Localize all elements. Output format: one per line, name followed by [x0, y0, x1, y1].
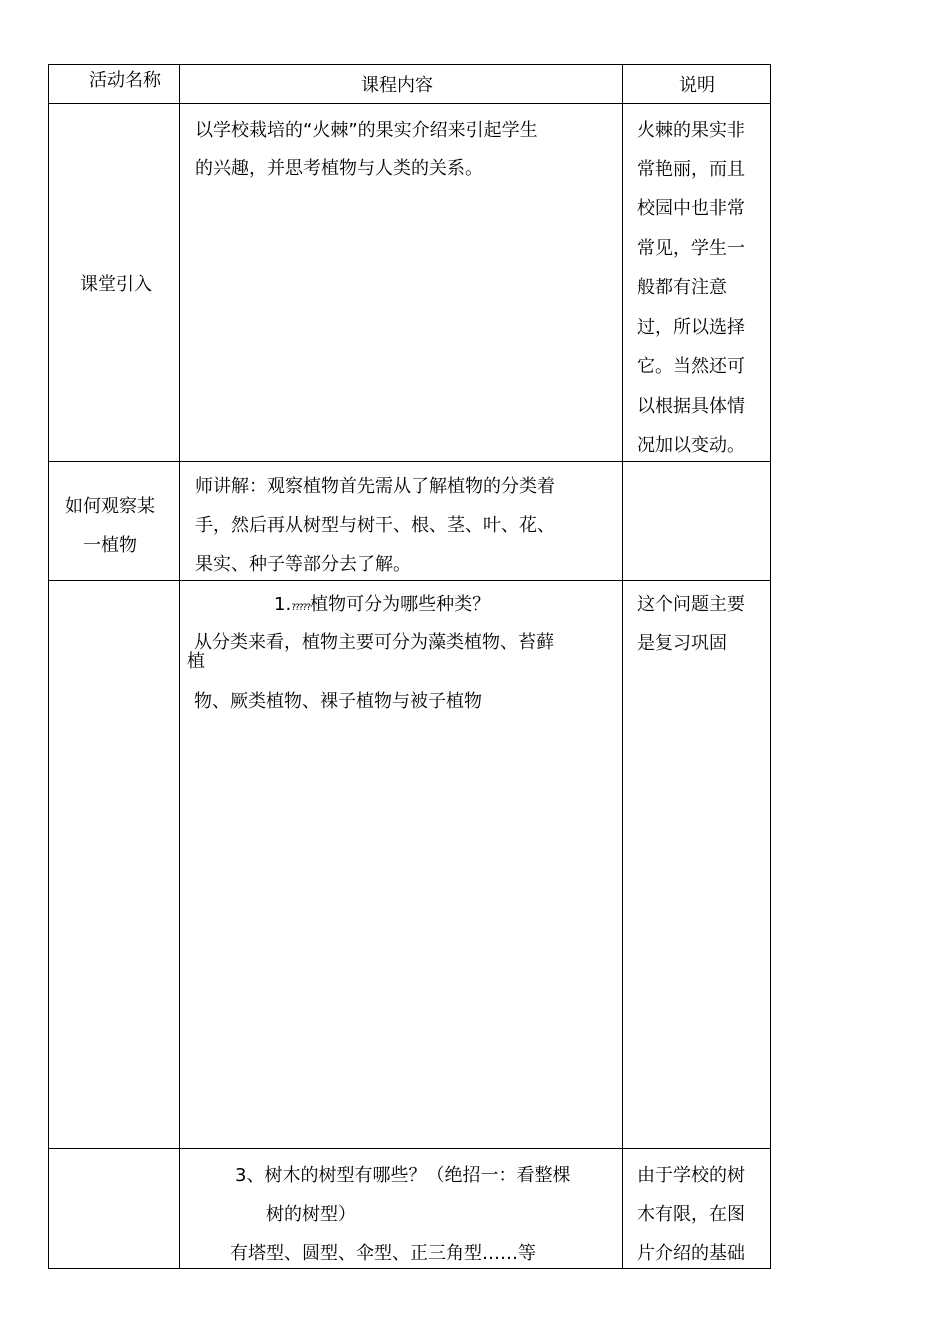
- activity-name-cell: [49, 104, 180, 461]
- note-line: 火棘的果实非: [637, 120, 745, 141]
- note-line: 是复习巩固: [637, 633, 727, 654]
- header-cell-content: [180, 65, 623, 103]
- note-line: 过，所以选择: [637, 317, 745, 338]
- activity-name: 课堂引入: [80, 274, 152, 295]
- content-line: 3、树木的树型有哪些？（绝招一：看整棵: [235, 1165, 571, 1186]
- header-course-content: 课程内容: [361, 75, 433, 96]
- note-line: 常艳丽，而且: [637, 159, 745, 180]
- content-line: 物、厥类植物、裸子植物与被子植物: [194, 691, 482, 712]
- note-line: 片介绍的基础: [637, 1243, 745, 1264]
- question-garbled-marks: ?????: [291, 603, 311, 613]
- note-line: 以根据具体情: [637, 396, 745, 417]
- content-line: 以学校栽培的“火棘”的果实介绍来引起学生: [195, 120, 538, 141]
- activity-name-line: 一植物: [83, 535, 137, 556]
- content-line: 师讲解：观察植物首先需从了解植物的分类着: [195, 476, 555, 497]
- content-line: 从分类来看，植物主要可分为藻类植物、苔藓: [194, 632, 554, 653]
- activity-name-cell: [49, 1149, 180, 1268]
- content-line: 有塔型、圆型、伞型、正三角型……等: [230, 1243, 536, 1264]
- note-line: 木有限，在图: [637, 1204, 745, 1225]
- table-header-row: [49, 65, 770, 104]
- note-line: 般都有注意: [637, 277, 727, 298]
- notes-cell: [623, 104, 770, 461]
- table-row: [49, 104, 770, 462]
- notes-cell: [623, 581, 770, 1148]
- question-text: 植物可分为哪些种类？: [310, 594, 491, 615]
- content-line: 的兴趣，并思考植物与人类的关系。: [195, 158, 483, 179]
- activity-name-cell: [49, 462, 180, 580]
- content-line: 树的树型）: [266, 1204, 356, 1225]
- note-line: 常见，学生一: [637, 238, 745, 259]
- notes-cell: [623, 1149, 770, 1268]
- note-line: 这个问题主要: [637, 594, 745, 615]
- content-line: 果实、种子等部分去了解。: [195, 554, 411, 575]
- course-table: [48, 64, 771, 1269]
- question-line: [274, 585, 490, 628]
- activity-name-cell: [49, 581, 180, 1148]
- notes-cell: [623, 462, 770, 580]
- table-row: [49, 581, 770, 1149]
- note-line: 校园中也非常: [637, 198, 745, 219]
- course-content-cell: [180, 1149, 623, 1268]
- header-notes: 说明: [679, 75, 715, 96]
- content-line: 手，然后再从树型与树干、根、茎、叶、花、: [195, 515, 555, 536]
- content-line: 植: [187, 651, 205, 672]
- table-row: [49, 462, 770, 581]
- header-cell-activity: [49, 65, 180, 103]
- activity-name-line: 如何观察某: [65, 496, 155, 517]
- course-content-cell: [180, 104, 623, 461]
- note-line: 它。当然还可: [637, 356, 745, 377]
- course-content-cell: [180, 581, 623, 1148]
- header-activity-name: 活动名称: [89, 70, 161, 91]
- table-row: [49, 1149, 770, 1268]
- course-content-cell: [180, 462, 623, 580]
- question-number: 1.: [274, 594, 292, 615]
- note-line: 由于学校的树: [637, 1165, 745, 1186]
- header-cell-notes: [623, 65, 770, 103]
- note-line: 况加以变动。: [637, 435, 745, 456]
